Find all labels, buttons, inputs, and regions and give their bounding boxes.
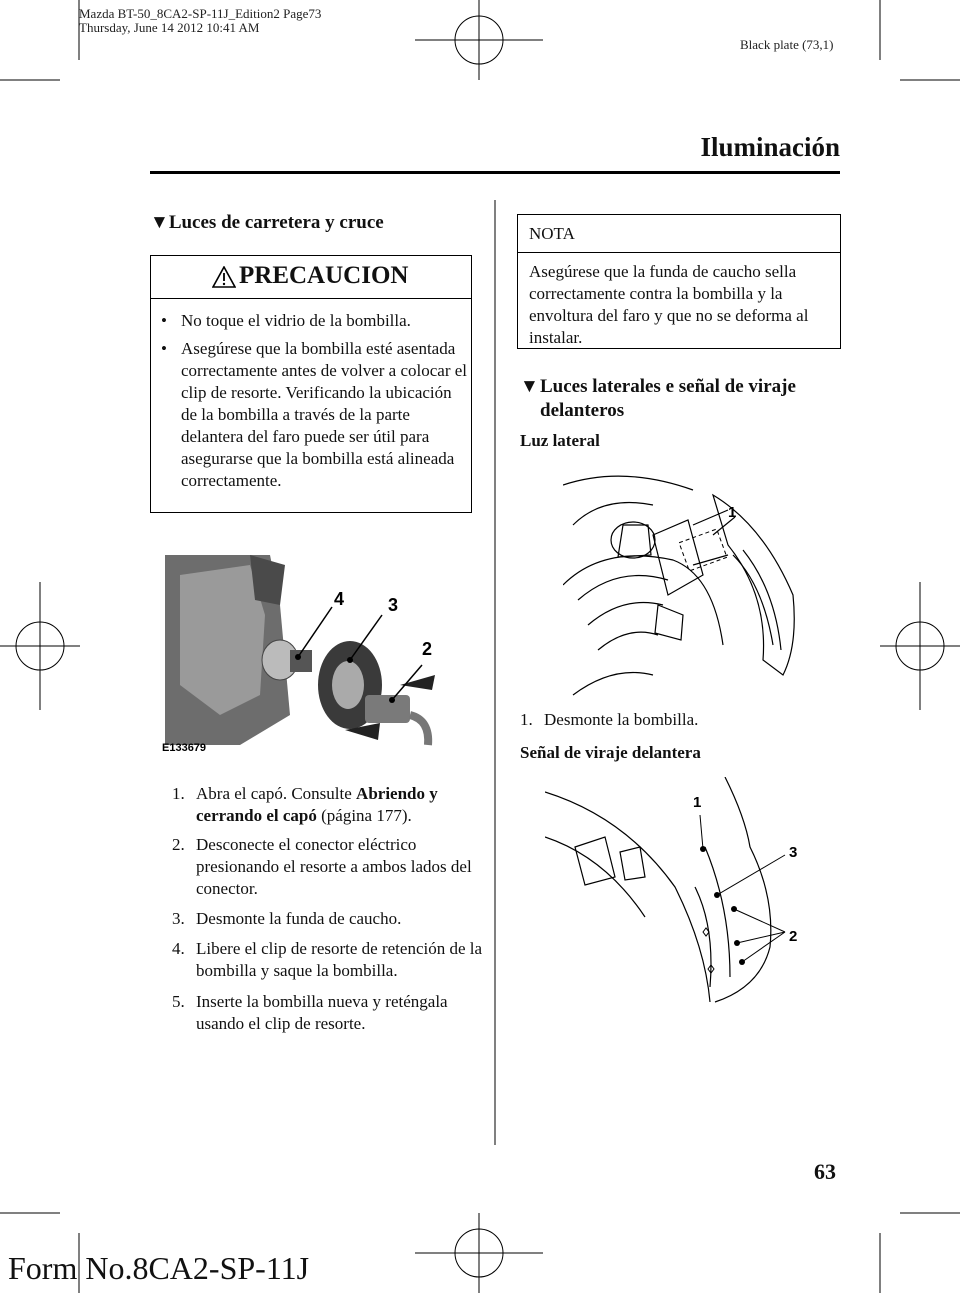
form-number: Form No.8CA2-SP-11J (8, 1250, 310, 1286)
figure-code: E133679 (162, 742, 207, 754)
print-meta-plate: Black plate (73,1) (740, 37, 834, 52)
heading-marker-icon: ▼ (520, 376, 539, 397)
side-light-figure (563, 465, 803, 705)
caution-header (151, 256, 471, 299)
step-3: 3. Desmonte la funda de caucho. (172, 909, 402, 928)
page-number: 63 (814, 1159, 836, 1184)
section-title: Iluminación (700, 132, 840, 162)
callout-3: 3 (388, 595, 399, 615)
print-meta-line2: Thursday, June 14 2012 10:41 AM (79, 20, 260, 35)
bullet-icon: • (161, 311, 167, 330)
section-heading-side-turn-lights: ▼ Luces laterales e señal de viraje delanteros (520, 376, 796, 421)
callout-2: 2 (422, 639, 433, 659)
subheading-front-turn-signal: Señal de viraje delantera (520, 743, 701, 762)
callout-2: 2 (789, 928, 798, 945)
header-rule (150, 171, 840, 174)
subheading-side-light: Luz lateral (520, 431, 600, 450)
cross-reference-link: Abriendo y cerrando el capó (196, 784, 438, 825)
step-2: 2. Desconecte el conector eléctrico presionando el resorte a ambos lados del conector. (172, 835, 472, 898)
step-5: 5. Inserte la bombilla nueva y reténgala usando el clip de resorte. (172, 992, 448, 1033)
headlamp-bulb-figure (160, 545, 450, 755)
side-light-step-1: 1. Desmonte la bombilla. (520, 710, 699, 729)
caution-item-1: • No toque el vidrio de la bombilla. (161, 311, 411, 330)
note-text: Asegúrese que la funda de caucho sella correctamente contra la bombilla y la envoltura del faro y que no se deforma al instalar. (529, 262, 809, 347)
step-4: 4. Libere el clip de resorte de retención de la bombilla y saque la bombilla. (172, 939, 483, 980)
bullet-icon: • (161, 339, 167, 358)
caution-item-2: • Asegúrese que la bombilla esté asentada correctamente antes de volver a colocar el clip de resorte. Verificando la ubicación de la bombilla a través de la parte delantera del faro puede ser útil para asegurarse que la bombilla está alineada correctamente. (161, 339, 468, 490)
callout-1: 1 (693, 794, 702, 811)
warning-triangle-icon (212, 266, 236, 288)
print-meta-line1: Mazda BT-50_8CA2-SP-11J_Edition2 Page73 (79, 6, 322, 21)
callout-1: 1 (728, 504, 737, 521)
caution-title: PRECAUCION (239, 262, 409, 289)
section-heading-high-low-beam: ▼Luces de carretera y cruce (150, 212, 384, 233)
step-1: 1. Abra el capó. Consulte Abriendo y cerrando el capó (página 177). (172, 784, 438, 825)
note-title: NOTA (518, 215, 840, 253)
note-box (517, 214, 841, 349)
turn-signal-figure (545, 777, 805, 1007)
callout-4: 4 (334, 589, 345, 609)
heading-marker-icon: ▼ (150, 212, 169, 233)
callout-3: 3 (789, 844, 798, 861)
caution-box (150, 255, 472, 513)
